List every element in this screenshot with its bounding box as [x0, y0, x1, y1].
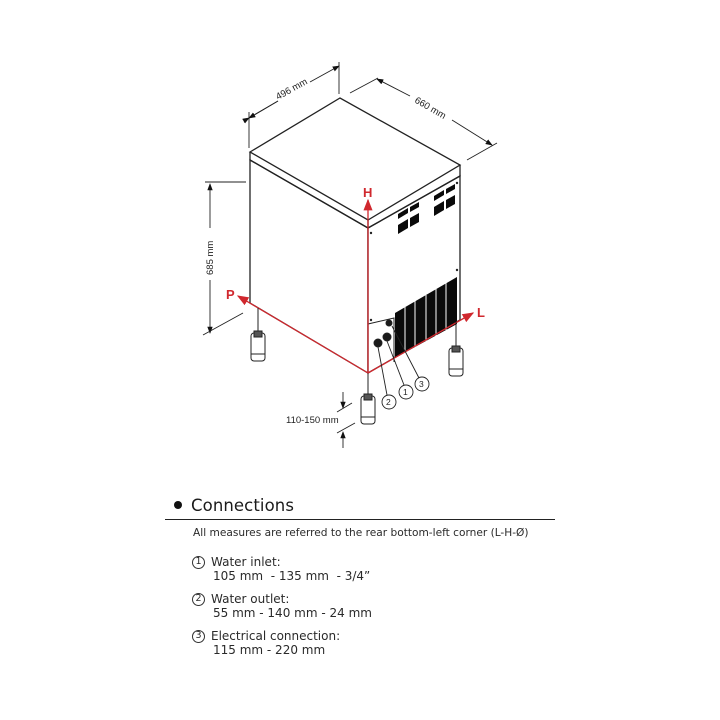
axis-label-p: P — [226, 287, 235, 302]
dimension-height-label: 685 mm — [205, 240, 216, 275]
connection-name: Electrical connection: — [211, 629, 341, 643]
dimension-width-label: 496 mm — [274, 76, 310, 103]
callout-1: 1 — [403, 387, 408, 397]
bullet-icon — [174, 501, 182, 509]
connection-name: Water outlet: — [211, 592, 290, 606]
dimension-depth-label: 660 mm — [412, 95, 448, 122]
dimension-feet-label: 110-150 mm — [286, 415, 339, 426]
number-circle-icon: 1 — [192, 556, 205, 569]
connection-values: 55 mm - 140 mm - 24 mm — [213, 606, 372, 620]
connection-item-water-inlet — [192, 555, 555, 584]
connection-values: 115 mm - 220 mm — [213, 643, 326, 657]
connection-item-electrical — [192, 629, 555, 658]
connection-values: 105 mm - 135 mm - 3/4” — [213, 569, 371, 583]
number-circle-icon: 3 — [192, 630, 205, 643]
callout-3: 3 — [419, 379, 424, 389]
connections-list — [192, 555, 555, 658]
connection-name: Water inlet: — [211, 555, 281, 569]
connections-header — [165, 492, 555, 518]
section-title: Connections — [191, 495, 295, 515]
callout-2: 2 — [386, 397, 391, 407]
section-divider — [165, 519, 555, 520]
axis-label-l: L — [477, 305, 485, 320]
connection-item-water-outlet — [192, 592, 555, 621]
axis-label-h: H — [363, 185, 373, 200]
number-circle-icon: 2 — [192, 593, 205, 606]
dimension-feet — [337, 392, 355, 448]
connections-section — [165, 492, 555, 666]
reference-note: All measures are referred to the rear bottom-left corner (L-H-Ø) — [193, 527, 529, 539]
